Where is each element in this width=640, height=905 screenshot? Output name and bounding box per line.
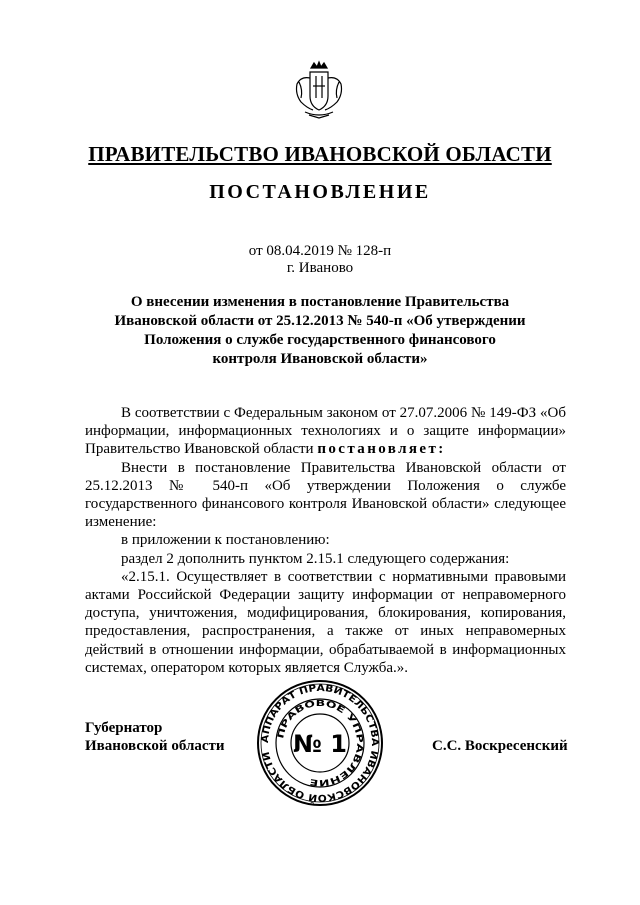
stamp-inner-text: ПРАВОВОЕ УПРАВЛЕНИЕ <box>276 698 365 788</box>
subject-line: О внесении изменения в постановление Правительства <box>130 294 510 310</box>
coat-of-arms-emblem <box>291 60 347 120</box>
paragraph-section: раздел 2 дополнить пунктом 2.15.1 следующего содержания: <box>121 550 510 567</box>
date-and-number-block <box>0 243 640 277</box>
subject-line: контроля Ивановской области» <box>212 351 428 367</box>
position-line: Губернатор <box>85 720 163 736</box>
stamp-number: № 1 <box>293 730 347 758</box>
paragraph-amend: Внести в постановление Правительства Ивановской области от 25.12.2013 № 540-п «Об утверждении Положения о службе государственного финансового контроля Ивановской области» следующее изменение: <box>85 459 566 531</box>
signatory-position <box>85 719 225 755</box>
paragraph-clause: «2.15.1. Осуществляет в соответствии с нормативными правовыми актами Российской Федерации защиту информации от неправомерного доступа, уничтожения, модифицирования, блокирования, копирования, предоставления, распространения, а также от иных неправомерных действий в отношении информации, обрабатываемой в информационных системах, оператором которых является Служба.». <box>85 568 566 676</box>
resolves-word: постановляет: <box>317 441 446 458</box>
position-line: Ивановской области <box>85 738 225 754</box>
organization-title: ПРАВИТЕЛЬСТВО ИВАНОВСКОЙ ОБЛАСТИ <box>88 142 552 166</box>
document-subject <box>100 293 540 369</box>
document-type: ПОСТАНОВЛЕНИЕ <box>209 181 431 203</box>
preamble-text: В соответствии с Федеральным законом от 27.07.2006 № 149-ФЗ «Об информации, информационных технологиях и о защите информации» Правительство Ивановской области <box>85 405 566 458</box>
subject-line: Положения о службе государственного финансового <box>144 332 496 348</box>
document-body <box>85 404 566 677</box>
official-stamp <box>255 678 385 808</box>
stamp-ring-text: АППАРАТ ПРАВИТЕЛЬСТВА ИВАНОВСКОЙ ОБЛАСТИ <box>259 682 381 804</box>
city: г. Иваново <box>286 260 354 276</box>
date-number: от 08.04.2019 № 128-п <box>248 243 392 259</box>
paragraph-preamble <box>85 404 566 459</box>
paragraph-appendix: в приложении к постановлению: <box>121 532 330 549</box>
signatory-name: С.С. Воскресенский <box>432 738 568 754</box>
subject-line: Ивановской области от 25.12.2013 № 540-п «Об утверждении <box>114 313 526 329</box>
